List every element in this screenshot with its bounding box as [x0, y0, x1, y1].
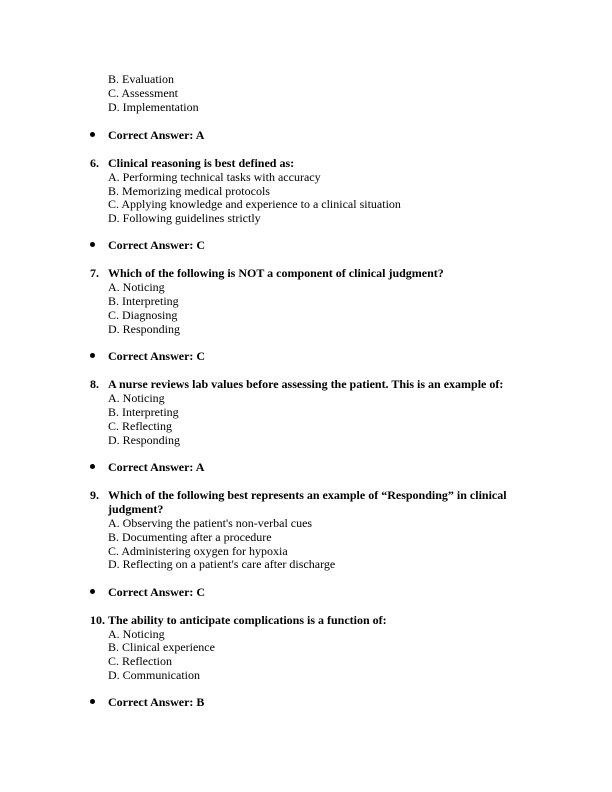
option-b: B. Memorizing medical protocols	[108, 184, 270, 198]
option-b: B. Clinical experience	[108, 640, 215, 654]
option-a: A. Noticing	[108, 627, 165, 641]
bullet-icon	[90, 464, 95, 469]
option-a: A. Noticing	[108, 280, 165, 294]
option-d: D. Following guidelines strictly	[108, 211, 261, 225]
question-number: 7.	[90, 266, 99, 280]
bullet-icon	[90, 589, 95, 594]
option-c: C. Reflecting	[108, 419, 172, 433]
option-c: C. Assessment	[108, 86, 179, 100]
correct-answer: Correct Answer: C	[108, 349, 206, 363]
question-number: 8.	[90, 377, 99, 391]
question-text: Clinical reasoning is best defined as:	[108, 156, 295, 170]
question-number: 10.	[90, 613, 105, 627]
correct-answer: Correct Answer: C	[108, 585, 206, 599]
correct-answer: Correct Answer: A	[108, 460, 205, 474]
correct-answer: Correct Answer: B	[108, 695, 205, 709]
option-b: B. Interpreting	[108, 294, 179, 308]
question-text: The ability to anticipate complications is a function of:	[108, 613, 387, 627]
bullet-icon	[90, 353, 95, 358]
question-text: Which of the following is NOT a component of clinical judgment?	[108, 266, 444, 280]
question-number: 6.	[90, 156, 99, 170]
question-text: Which of the following best represents an example of “Responding” in clinical	[108, 488, 507, 502]
option-a: A. Observing the patient's non-verbal cues	[108, 516, 313, 530]
bullet-icon	[90, 132, 95, 137]
bullet-icon	[90, 699, 95, 704]
option-d: D. Implementation	[108, 100, 199, 114]
bullet-icon	[90, 242, 95, 247]
correct-answer: Correct Answer: A	[108, 128, 205, 142]
option-a: A. Noticing	[108, 391, 165, 405]
question-number: 9.	[90, 488, 99, 502]
option-d: D. Responding	[108, 322, 180, 336]
option-a: A. Performing technical tasks with accuracy	[108, 170, 321, 184]
option-b: B. Documenting after a procedure	[108, 530, 272, 544]
option-c: C. Diagnosing	[108, 308, 178, 322]
option-d: D. Responding	[108, 433, 180, 447]
option-d: D. Reflecting on a patient's care after discharge	[108, 557, 336, 571]
option-c: C. Applying knowledge and experience to a clinical situation	[108, 197, 401, 211]
option-b: B. Evaluation	[108, 72, 174, 86]
question-text-continued: judgment?	[108, 502, 164, 516]
option-d: D. Communication	[108, 668, 200, 682]
correct-answer: Correct Answer: C	[108, 238, 206, 252]
option-b: B. Interpreting	[108, 405, 179, 419]
option-c: C. Reflection	[108, 654, 172, 668]
question-text: A nurse reviews lab values before assessing the patient. This is an example of:	[108, 377, 504, 391]
option-c: C. Administering oxygen for hypoxia	[108, 544, 288, 558]
